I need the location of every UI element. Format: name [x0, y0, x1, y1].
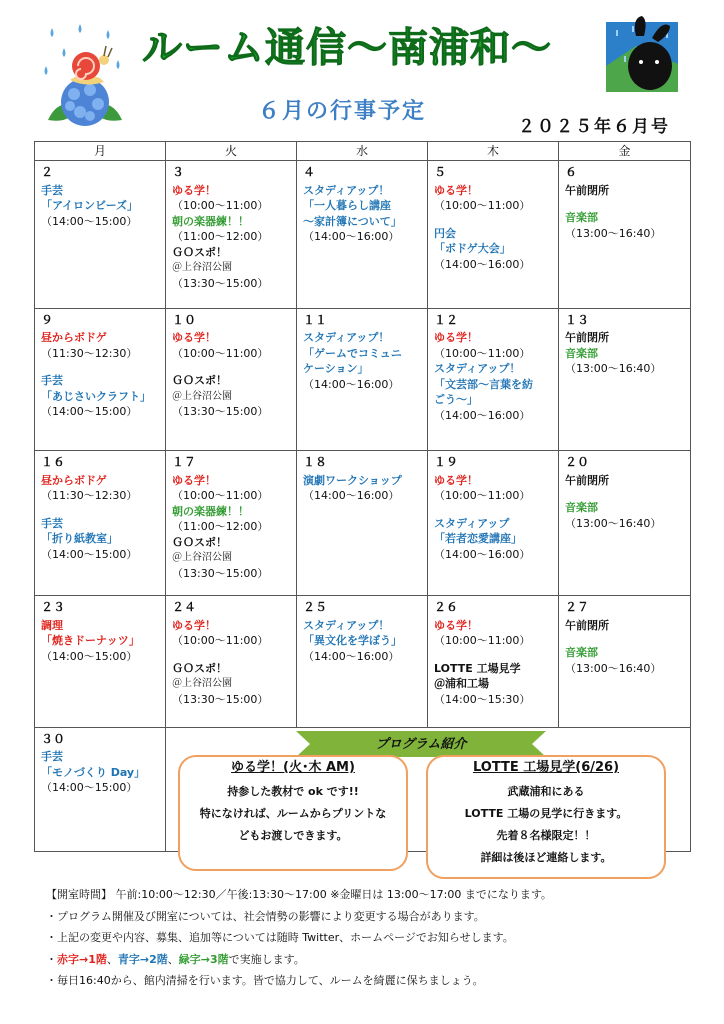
event-name: ゆる学！ [434, 618, 478, 632]
day-number: ２７ [565, 600, 590, 615]
event-name: 調理 [41, 618, 63, 632]
event-name: スタディアップ！ [434, 362, 521, 376]
event-name: 手芸 [41, 516, 63, 530]
event-title: 「モノづくり Day」 [41, 765, 146, 779]
weekday-thu: 木 [428, 142, 559, 161]
event-name: 音楽部 [565, 211, 598, 225]
event-time: （14:00～15:00） [41, 214, 138, 228]
day-cell [166, 161, 297, 309]
event-time: （14:00～16:00） [434, 408, 531, 422]
event-time: （14:00～16:00） [434, 257, 531, 271]
program-box-line: どもお渡しできます。 [238, 829, 348, 842]
day-number: １８ [303, 455, 328, 470]
opening-hours-note: 【開室時間】 午前:10:00～12:30／午後:13:30～17:00 ※金曜日は 13:00～17:00 までになります。 [46, 888, 552, 901]
day-number: １６ [41, 455, 66, 470]
event-time: （14:00～16:00） [434, 547, 531, 561]
day-cell [35, 451, 166, 596]
event-time: （14:00～16:00） [303, 489, 400, 503]
event-time: （13:30～15:00） [172, 566, 269, 580]
issue-date: ２０２５年６月号 [518, 117, 670, 137]
event-title: 「折り紙教室」 [41, 532, 118, 546]
event-time: （13:00～16:40） [565, 362, 662, 376]
day-cell [428, 596, 559, 727]
closure-note: 午前閉所 [565, 473, 609, 487]
event-time: （14:00～15:00） [41, 781, 138, 795]
day-cell [297, 308, 428, 451]
day-cell [428, 451, 559, 596]
day-number: １０ [172, 312, 197, 327]
note-line: ・プログラム開催及び開室については、社会情勢の影響により変更する場合があります。 [46, 909, 485, 923]
closure-note: 午前閉所 [565, 618, 609, 632]
event-time: （13:00～16:40） [565, 226, 662, 240]
event-time: （13:00～16:40） [565, 661, 662, 675]
event-time: （10:00～11:00） [172, 489, 269, 503]
event-title: 「あじさいクラフト」 [41, 389, 151, 403]
closure-note: 午前閉所 [565, 183, 609, 197]
day-number: １９ [434, 455, 459, 470]
footer-notes [46, 884, 696, 992]
day-cell [35, 308, 166, 451]
event-name: ゆる学！ [172, 618, 216, 632]
day-cell [35, 596, 166, 727]
program-box-title: ゆる学！(火･木 AM) [231, 760, 355, 775]
event-time: （11:00～12:00） [172, 520, 269, 534]
event-title: 「文芸部～言葉を紡 [434, 377, 533, 391]
day-number: １２ [434, 312, 459, 327]
event-title: 「ボドゲ大会」 [434, 242, 511, 256]
day-cell [166, 451, 297, 596]
day-number: ２ [41, 165, 54, 180]
day-number: ９ [41, 312, 54, 327]
day-cell [297, 596, 428, 727]
day-number: ３ [172, 165, 185, 180]
day-cell [428, 161, 559, 309]
program-box-title: LOTTE 工場見学(6/26) [472, 760, 620, 775]
day-number: ２０ [565, 455, 590, 470]
program-box-line: 先着８名様限定！！ [496, 829, 596, 842]
floor-color-note: ・赤字→1階、青字→2階、緑字→3階で実施します。 [46, 952, 305, 966]
event-location: ＠上谷沼公園 [172, 390, 232, 402]
program-box-line: 持参した教材で ok です!! [227, 785, 359, 798]
event-name: 朝の楽器練！！ [172, 214, 249, 228]
event-title: 「アイロンビーズ」 [41, 199, 139, 213]
event-time: （10:00～11:00） [172, 199, 269, 213]
event-time: （14:00～15:00） [41, 547, 138, 561]
program-box-yurugaku [178, 755, 408, 871]
week-row [35, 596, 691, 727]
event-name: 円会 [434, 226, 456, 240]
event-location: ＠上谷沼公園 [172, 678, 232, 690]
day-cell [559, 308, 691, 451]
event-location: ＠上谷沼公園 [172, 262, 232, 274]
program-box-line: LOTTE 工場の見学に行きます。 [464, 807, 628, 820]
note-line: ・毎日16:40から、館内清掃を行います。皆で協力して、ルームを綺麗に保ちましょう。 [46, 974, 484, 987]
hydrangea-snail-illustration [40, 20, 130, 136]
program-banner-title: プログラム紹介 [375, 737, 467, 752]
event-time: （11:30～12:30） [41, 346, 138, 360]
day-cell [35, 161, 166, 309]
event-title: ケーション」 [303, 362, 369, 376]
event-name: ＧＯスポ！ [172, 535, 227, 549]
event-name: 手芸 [41, 374, 63, 388]
day-cell [559, 596, 691, 727]
day-number: ５ [434, 165, 447, 180]
event-title: 「若者恋愛講座」 [434, 532, 522, 546]
event-title: ～家計簿について」 [303, 214, 402, 228]
event-time: （14:00～15:30） [434, 692, 531, 706]
event-name: 音楽部 [565, 646, 598, 660]
day-cell [166, 308, 297, 451]
event-time: （13:30～15:00） [172, 405, 269, 419]
event-location: ＠上谷沼公園 [172, 552, 232, 564]
closure-note: 午前閉所 [565, 331, 609, 345]
weekday-fri: 金 [559, 142, 691, 161]
day-number: ２５ [303, 600, 328, 615]
day-cell [297, 451, 428, 596]
day-number: ３０ [41, 731, 66, 746]
event-name: 昼からボドゲ [41, 331, 107, 345]
day-number: ４ [303, 165, 316, 180]
event-location: ＠浦和工場 [434, 677, 489, 691]
week-row [35, 451, 691, 596]
event-name: ＧＯスポ！ [172, 245, 227, 259]
rabbit-illustration [596, 16, 688, 98]
event-name: ＧＯスポ！ [172, 374, 227, 388]
program-box-line: 武蔵浦和にある [507, 785, 585, 798]
event-time: （10:00～11:00） [434, 346, 531, 360]
day-cell [166, 596, 297, 727]
event-name: ゆる学！ [172, 183, 216, 197]
day-number: ２３ [41, 600, 66, 615]
event-name: ゆる学！ [172, 473, 216, 487]
event-title: 「一人暮らし講座 [303, 199, 391, 213]
event-time: （14:00～15:00） [41, 649, 138, 663]
event-name: 手芸 [41, 183, 63, 197]
event-name: スタディアップ [434, 516, 510, 530]
floor-3-label: 緑字→3階 [178, 952, 229, 966]
event-name: スタディアップ！ [303, 331, 390, 345]
day-cell [428, 308, 559, 451]
weekday-tue: 火 [166, 142, 297, 161]
week-row [35, 308, 691, 451]
floor-2-label: 青字→2階 [117, 952, 168, 966]
event-title: 「ゲームでコミュニ [303, 346, 402, 360]
event-name: 演劇ワークショップ [303, 473, 402, 487]
event-name: ゆる学！ [434, 183, 478, 197]
event-name: 音楽部 [565, 501, 598, 515]
week-row [35, 161, 691, 309]
day-number: １３ [565, 312, 590, 327]
day-number: ６ [565, 165, 578, 180]
day-number: １７ [172, 455, 197, 470]
event-time: （10:00～11:00） [434, 489, 531, 503]
event-title: 「焼きドーナッツ」 [41, 634, 140, 648]
event-time: （10:00～11:00） [434, 634, 531, 648]
event-title: 「異文化を学ぼう」 [303, 634, 402, 648]
program-box-lotte [426, 755, 666, 879]
program-box-line: 詳細は後ほど連絡します。 [480, 851, 612, 864]
day-cell [297, 161, 428, 309]
event-time: （10:00～11:00） [172, 634, 269, 648]
event-time: （14:00～16:00） [303, 230, 400, 244]
event-name: 手芸 [41, 750, 63, 764]
event-name: LOTTE 工場見学 [434, 661, 521, 675]
day-number: １１ [303, 312, 328, 327]
event-time: （11:00～12:00） [172, 230, 269, 244]
event-time: （11:30～12:30） [41, 489, 138, 503]
weekday-mon: 月 [35, 142, 166, 161]
schedule-subtitle: ６月の行事予定 [258, 99, 427, 124]
event-name: 昼からボドゲ [41, 473, 107, 487]
event-name: 音楽部 [565, 346, 598, 360]
program-box-line: 特になければ、ルームからプリントな [199, 807, 387, 820]
event-name: スタディアップ！ [303, 183, 390, 197]
event-name: ゆる学！ [172, 331, 216, 345]
day-number: ２４ [172, 600, 197, 615]
event-time: （14:00～16:00） [303, 377, 400, 391]
day-cell [559, 451, 691, 596]
event-time: （14:00～16:00） [303, 649, 400, 663]
event-title: ごう～」 [434, 393, 478, 407]
note-line: ・上記の変更や内容、募集、追加等については随時 Twitter、ホームページでお知らせします。 [46, 931, 514, 944]
event-time: （10:00～11:00） [434, 199, 531, 213]
day-number: ２６ [434, 600, 459, 615]
weekday-wed: 水 [297, 142, 428, 161]
day-cell [35, 727, 166, 851]
event-name: ゆる学！ [434, 331, 478, 345]
event-time: （13:30～15:00） [172, 276, 269, 290]
event-time: （14:00～15:00） [41, 405, 138, 419]
floor-1-label: 赤字→1階 [57, 952, 107, 966]
event-name: スタディアップ！ [303, 618, 390, 632]
event-name: ＧＯスポ！ [172, 661, 227, 675]
weekday-header-row [35, 142, 691, 161]
event-name: ゆる学！ [434, 473, 478, 487]
day-cell [559, 161, 691, 309]
event-time: （13:30～15:00） [172, 692, 269, 706]
event-name: 朝の楽器練！！ [172, 504, 249, 518]
event-time: （13:00～16:40） [565, 516, 662, 530]
newsletter-title: ルーム通信～南浦和～ [142, 25, 552, 71]
event-time: （10:00～11:00） [172, 346, 269, 360]
